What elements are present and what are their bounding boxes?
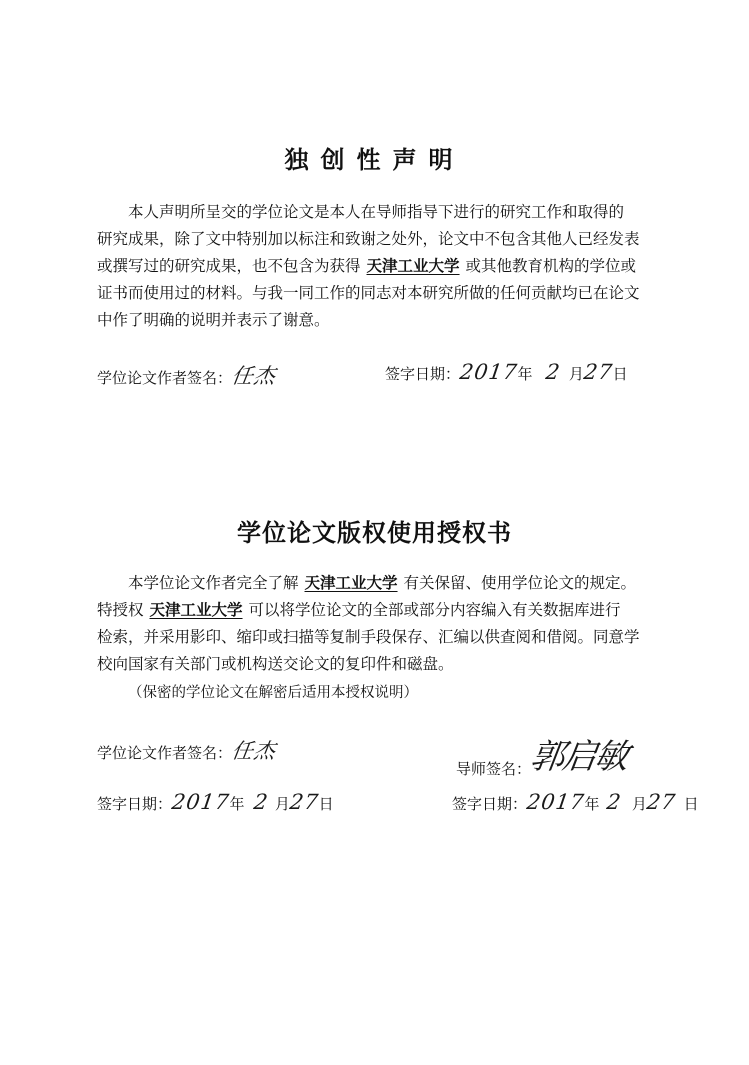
authorization-line-2-pre: 特授权 [97, 601, 144, 619]
declaration-line-3-pre: 或撰写过的研究成果，也不包含为获得 [97, 257, 361, 275]
authorization-line-3: 检索，并采用影印、缩印或扫描等复制手段保存、汇编以供查阅和借阅。同意学 [97, 628, 640, 646]
declaration-line-3 [97, 253, 665, 280]
declaration-title: 独创性声明 [284, 146, 465, 174]
authorization-author-date-year: 2017 [170, 790, 232, 814]
authorization-line-1 [97, 570, 665, 597]
declaration-body [97, 199, 665, 334]
authorization-line-2-post: 可以将学位论文的全部或部分内容编入有关数据库进行 [248, 601, 621, 619]
authorization-author-date-label: 签字日期： [97, 795, 173, 813]
declaration-date-year: 2017 [458, 360, 520, 384]
declaration-line-2: 研究成果，除了文中特别加以标注和致谢之处外，论文中不包含其他人已经发表 [97, 230, 640, 248]
authorization-advisor-date-day: 27 [645, 790, 678, 814]
declaration-year-label: 年 [517, 365, 533, 383]
authorization-author-year-label: 年 [229, 795, 245, 813]
authorization-body [97, 570, 665, 678]
authorization-institution-1: 天津工业大学 [304, 574, 398, 592]
authorization-line-2 [97, 597, 665, 624]
authorization-advisor-signature: 郭启敏 [527, 737, 630, 777]
authorization-advisor-date-row [452, 790, 699, 814]
authorization-title: 学位论文版权使用授权书 [237, 519, 512, 547]
authorization-advisor-date-label: 签字日期： [452, 795, 528, 813]
authorization-author-month-label: 月 [274, 795, 290, 813]
declaration-line-3-post: 或其他教育机构的学位或 [465, 257, 637, 275]
authorization-author-signature-label: 学位论文作者签名： [97, 744, 233, 762]
authorization-advisor-year-label: 年 [584, 795, 600, 813]
authorization-advisor-date-year: 2017 [525, 790, 587, 814]
authorization-institution-2: 天津工业大学 [149, 601, 243, 619]
declaration-line-1: 本人声明所呈交的学位论文是本人在导师指导下进行的研究工作和取得的 [128, 203, 625, 221]
declaration-line-4: 证书而使用过的材料。与我一同工作的同志对本研究所做的任何贡献均已在论文 [97, 284, 640, 302]
authorization-line-4: 校向国家有关部门或机构送交论文的复印件和磁盘。 [97, 655, 454, 673]
authorization-advisor-day-label: 日 [683, 795, 699, 813]
authorization-line-1-pre: 本学位论文作者完全了解 [128, 574, 299, 592]
authorization-advisor-month-label: 月 [631, 795, 647, 813]
declaration-day-label: 日 [612, 365, 628, 383]
declaration-date-month: 2 [544, 360, 563, 384]
authorization-note: （保密的学位论文在解密后适用本授权说明） [128, 685, 418, 701]
declaration-author-signature-row [97, 360, 276, 390]
authorization-author-date-day: 27 [288, 790, 321, 814]
authorization-author-date-month: 2 [252, 790, 271, 814]
authorization-advisor-signature-row [456, 735, 630, 784]
declaration-date-day: 27 [582, 360, 615, 384]
authorization-author-date-row [97, 790, 334, 814]
declaration-line-5: 中作了明确的说明并表示了谢意。 [97, 311, 330, 329]
declaration-author-signature: 任杰 [230, 364, 278, 388]
authorization-author-signature-row [97, 735, 276, 765]
declaration-author-signature-label: 学位论文作者签名： [97, 369, 233, 387]
declaration-date-row [385, 360, 628, 384]
declaration-month-label: 月 [568, 365, 584, 383]
declaration-date-label: 签字日期： [385, 365, 461, 383]
authorization-author-day-label: 日 [318, 795, 334, 813]
declaration-institution: 天津工业大学 [366, 257, 460, 275]
authorization-advisor-date-month: 2 [605, 790, 624, 814]
authorization-advisor-signature-label: 导师签名： [456, 760, 532, 778]
authorization-author-signature: 任杰 [230, 739, 278, 763]
authorization-line-1-post: 有关保留、使用学位论文的规定。 [403, 574, 637, 592]
